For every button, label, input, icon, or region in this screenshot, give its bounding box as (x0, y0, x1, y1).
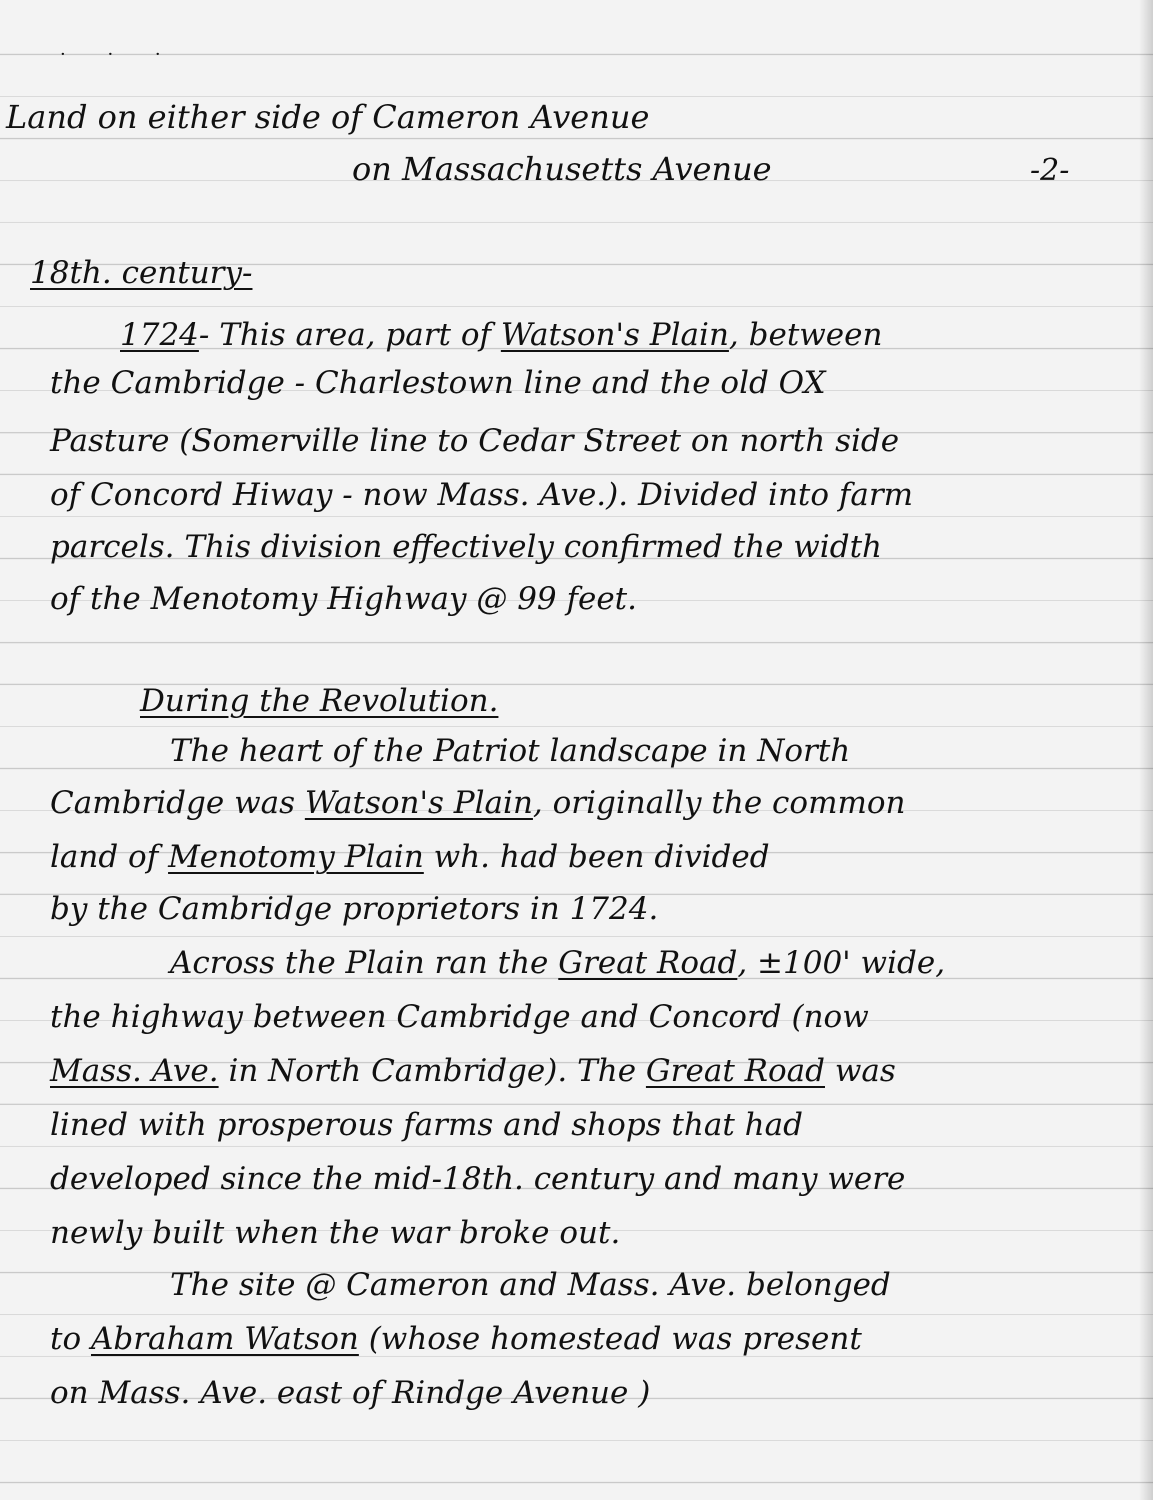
page-edge-shadow (1139, 0, 1153, 1500)
section2-line-7 (50, 1050, 896, 1092)
section2-line-8: lined with prosperous farms and shops that had (50, 1107, 803, 1143)
watsons-plain-underlined: Watson's Plain (304, 785, 533, 821)
section-heading-during-the-revolution: During the Revolution. (140, 683, 499, 719)
section1-line-4: of Concord Hiway - now Mass. Ave.). Divided into farm (50, 477, 914, 513)
section2-line-5 (170, 942, 945, 984)
text-span: - This area, part of (198, 317, 501, 353)
section2-line-3 (50, 836, 770, 878)
section1-line-2: the Cambridge - Charlestown line and the old OX (50, 365, 826, 401)
section2-line-1: The heart of the Patriot landscape in North (170, 733, 851, 769)
text-span: , between (728, 317, 883, 353)
section2-line-11: The site @ Cameron and Mass. Ave. belonged (170, 1267, 891, 1303)
section2-line-12 (50, 1318, 862, 1360)
section1-line-1 (120, 314, 882, 356)
section2-line-9: developed since the mid-18th. century and many were (50, 1161, 906, 1197)
title-line-2: on Massachusetts Avenue (352, 150, 772, 188)
section2-line-2 (50, 782, 906, 824)
text-span: land of (50, 839, 169, 875)
watsons-plain-underlined: Watson's Plain (500, 317, 729, 353)
section2-line-4: by the Cambridge proprietors in 1724. (50, 891, 659, 927)
text-span: , originally the common (532, 785, 906, 821)
page-number: -2- (1030, 153, 1070, 188)
year-1724: 1724 (120, 317, 199, 353)
menotomy-plain-underlined: Menotomy Plain (168, 839, 424, 875)
text-span: in North Cambridge). The (218, 1053, 646, 1089)
section1-line-3: Pasture (Somerville line to Cedar Street on north side (50, 423, 900, 459)
section2-line-6: the highway between Cambridge and Concord (now (50, 999, 869, 1035)
text-span: wh. had been divided (423, 839, 770, 875)
section2-line-13: on Mass. Ave. east of Rindge Avenue ) (50, 1375, 651, 1411)
text-span: Cambridge was (50, 785, 305, 821)
section2-line-10: newly built when the war broke out. (50, 1215, 621, 1251)
text-span: to (50, 1321, 91, 1357)
section1-line-6: of the Menotomy Highway @ 99 feet. (50, 581, 637, 617)
abraham-watson-underlined: Abraham Watson (90, 1321, 359, 1357)
text-span: Across the Plain ran the (170, 945, 559, 981)
scan-specks: · · · (60, 44, 179, 65)
text-span: (whose homestead was present (358, 1321, 862, 1357)
great-road-underlined: Great Road (558, 945, 738, 981)
title-line-1: Land on either side of Cameron Avenue (6, 98, 650, 136)
section1-line-5: parcels. This division effectively confirmed the width (50, 529, 882, 565)
section-heading-18th-century: 18th. century- (30, 255, 253, 291)
mass-ave-underlined: Mass. Ave. (50, 1053, 219, 1089)
great-road-underlined: Great Road (645, 1053, 825, 1089)
text-span: was (824, 1053, 896, 1089)
text-span: , ±100' wide, (737, 945, 946, 981)
